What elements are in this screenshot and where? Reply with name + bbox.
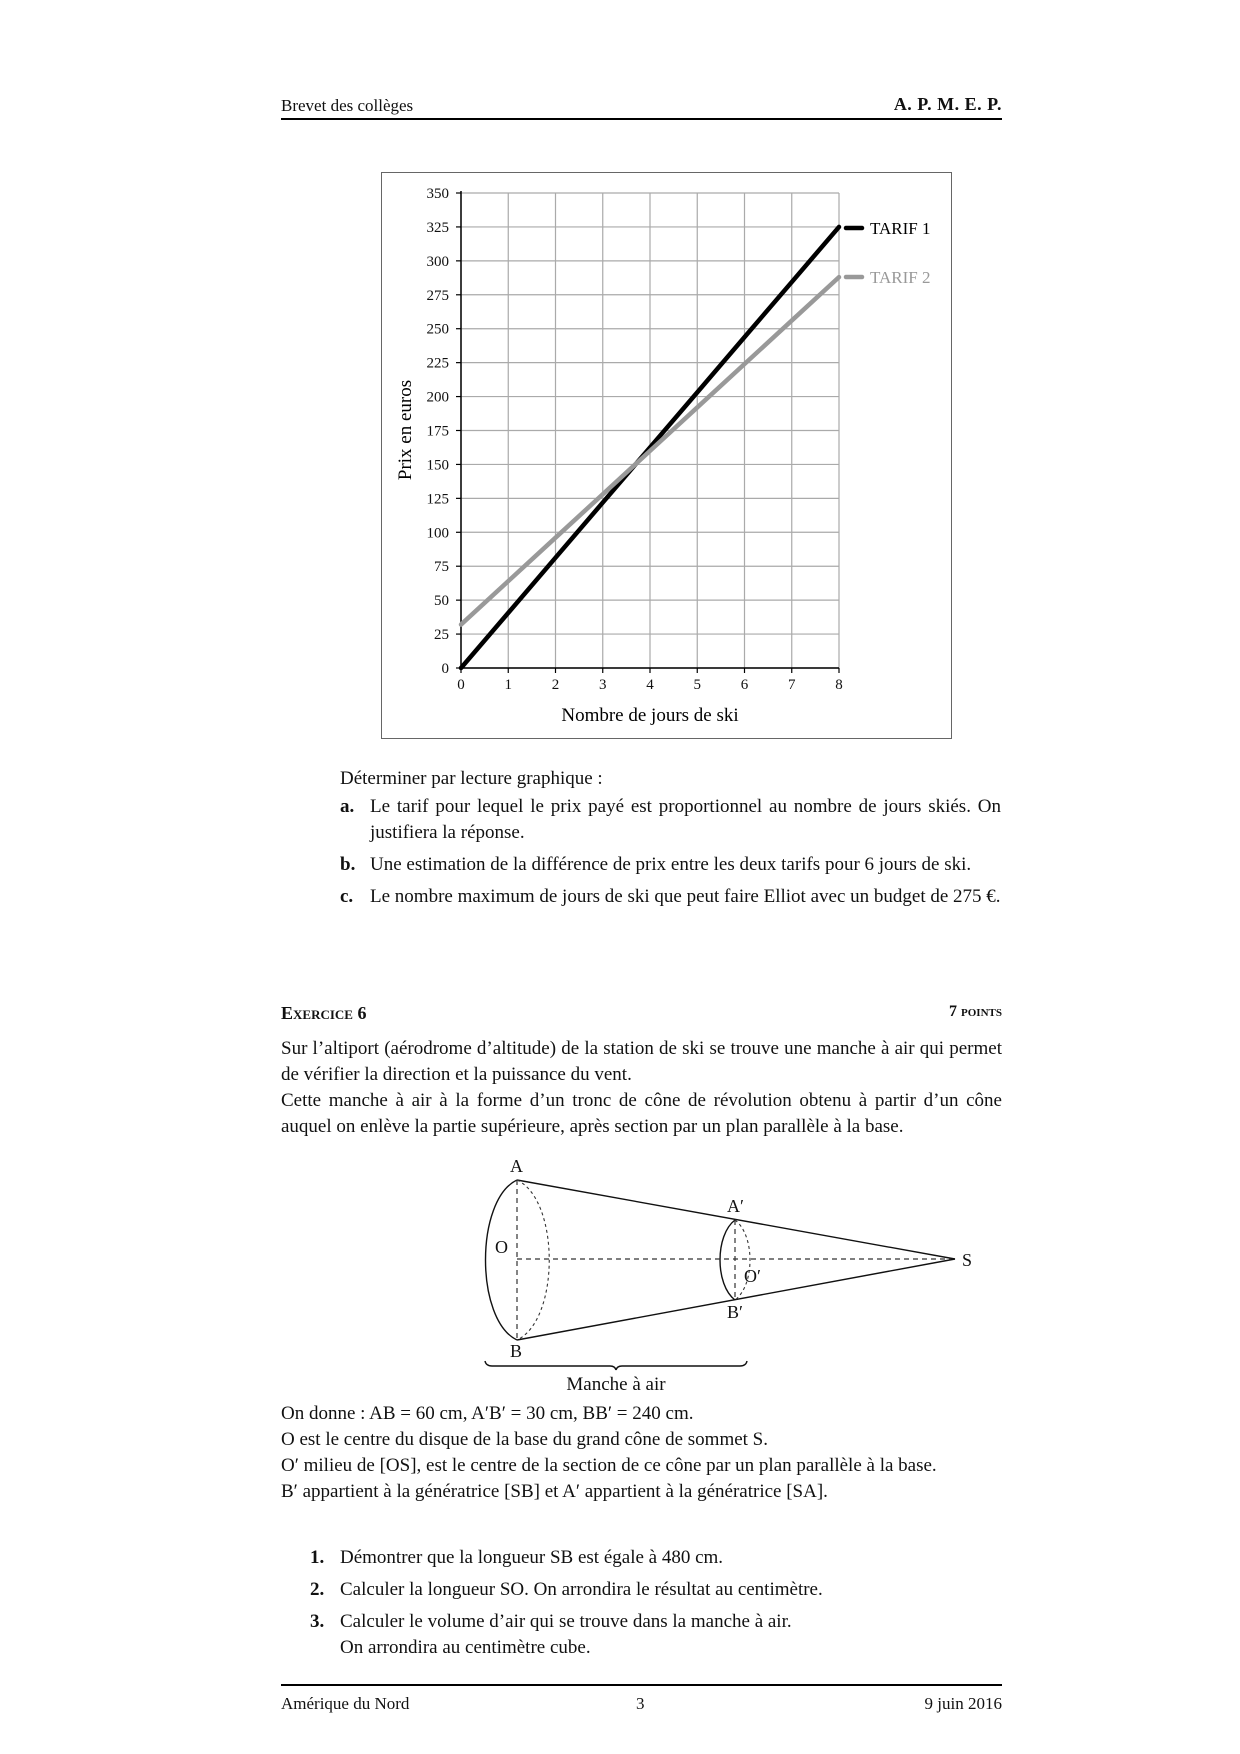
svg-text:325: 325	[426, 219, 449, 236]
svg-text:225: 225	[426, 355, 449, 372]
svg-text:350: 350	[426, 186, 449, 202]
given-line-3: O′ milieu de [OS], est le centre de la section de ce cône par un plan parallèle à la base.	[281, 1455, 937, 1476]
chart-legend	[846, 219, 931, 287]
svg-text:0: 0	[441, 661, 449, 677]
label-O-prime: O′	[744, 1266, 761, 1286]
label-A-prime: A′	[727, 1196, 744, 1216]
tasks-list	[310, 1545, 1000, 1667]
header-title: Brevet des collèges	[281, 96, 414, 115]
svg-text:1: 1	[504, 677, 512, 693]
svg-text:250: 250	[426, 321, 449, 338]
question-text: Le tarif pour lequel le prix payé est proportionnel au nombre de jours skiés. On justifiera la réponse.	[370, 796, 1001, 843]
label-O: O	[495, 1237, 508, 1257]
svg-text:300: 300	[426, 253, 449, 270]
header-org: A. P. M. E. P.	[893, 94, 1002, 114]
footer-divider	[281, 1684, 1002, 1686]
svg-text:8: 8	[835, 677, 843, 693]
questions-intro: Déterminer par lecture graphique :	[340, 768, 603, 789]
svg-text:3: 3	[599, 677, 607, 693]
intro-paragraph-2: Cette manche à air à la forme d’un tronc de cône de révolution obtenu à partir d’un cône auquel on enlève la partie supérieure, après section par un plan parallèle à la base.	[281, 1090, 1002, 1137]
y-tick-labels	[427, 186, 450, 677]
svg-text:75: 75	[434, 559, 449, 576]
chart-grid	[461, 193, 839, 668]
question-a	[340, 794, 1001, 846]
exercise-title: Exercice 6	[281, 1003, 367, 1023]
question-b	[340, 852, 1001, 878]
given-line-4: B′ appartient à la génératrice [SB] et A′ appartient à la génératrice [SA].	[281, 1481, 828, 1502]
task-text-continued: On arrondira au centimètre cube.	[340, 1637, 591, 1658]
x-tick-labels	[457, 677, 843, 693]
svg-text:TARIF 2: TARIF 2	[870, 268, 931, 287]
question-text: Le nombre maximum de jours de ski que peut faire Elliot avec un budget de 275 €.	[370, 886, 1001, 907]
question-text: Une estimation de la différence de prix entre les deux tarifs pour 6 jours de ski.	[370, 854, 972, 875]
svg-text:150: 150	[426, 457, 449, 474]
questions-list	[340, 794, 1001, 916]
given-data	[281, 1401, 1002, 1505]
task-text: Calculer le volume d’air qui se trouve dans la manche à air.	[340, 1611, 792, 1632]
given-line-2: O est le centre du disque de la base du grand cône de sommet S.	[281, 1429, 768, 1450]
svg-text:0: 0	[457, 677, 465, 693]
svg-text:TARIF 1: TARIF 1	[870, 219, 931, 238]
svg-text:4: 4	[646, 677, 654, 693]
brace-label: Manche à air	[566, 1374, 666, 1395]
task-text: Démontrer que la longueur SB est égale à 480 cm.	[340, 1547, 724, 1568]
svg-text:25: 25	[434, 627, 449, 644]
svg-text:100: 100	[426, 525, 449, 542]
task-label: 3.	[310, 1611, 325, 1632]
exercise-points: 7 points	[949, 1003, 1002, 1020]
svg-text:50: 50	[434, 593, 449, 610]
label-A: A	[510, 1160, 523, 1176]
question-label: a.	[340, 796, 355, 817]
question-c	[340, 884, 1001, 910]
task-label: 2.	[310, 1579, 325, 1600]
footer-date: 9 juin 2016	[924, 1694, 1002, 1713]
question-label: c.	[340, 886, 354, 907]
cone-diagram	[470, 1160, 1010, 1410]
svg-text:5: 5	[693, 677, 701, 693]
y-axis-label: Prix en euros	[395, 379, 416, 481]
svg-text:200: 200	[426, 389, 449, 406]
task-text: Calculer la longueur SO. On arrondira le résultat au centimètre.	[340, 1579, 823, 1600]
x-axis-label: Nombre de jours de ski	[561, 705, 739, 726]
task-label: 1.	[310, 1547, 325, 1568]
footer-region: Amérique du Nord	[281, 1694, 410, 1713]
svg-text:175: 175	[426, 423, 449, 440]
svg-text:275: 275	[426, 287, 449, 304]
question-label: b.	[340, 854, 356, 875]
task-2	[310, 1577, 1000, 1603]
exercise-intro	[281, 1036, 1002, 1140]
intro-paragraph-1: Sur l’altiport (aérodrome d’altitude) de la station de ski se trouve une manche à air qui permet de vérifier la direction et la puissance du vent.	[281, 1038, 1002, 1085]
page-number: 3	[636, 1694, 645, 1713]
task-1	[310, 1545, 1000, 1571]
svg-text:6: 6	[740, 677, 749, 693]
task-3	[310, 1609, 1000, 1661]
label-S: S	[962, 1250, 973, 1270]
label-B: B	[510, 1341, 523, 1361]
svg-text:2: 2	[551, 677, 560, 693]
price-chart	[0, 0, 1240, 760]
svg-text:7: 7	[788, 677, 796, 693]
label-B-prime: B′	[727, 1302, 743, 1322]
given-line-1: On donne : AB = 60 cm, A′B′ = 30 cm, BB′ = 240 cm.	[281, 1403, 694, 1424]
svg-text:125: 125	[426, 491, 449, 508]
